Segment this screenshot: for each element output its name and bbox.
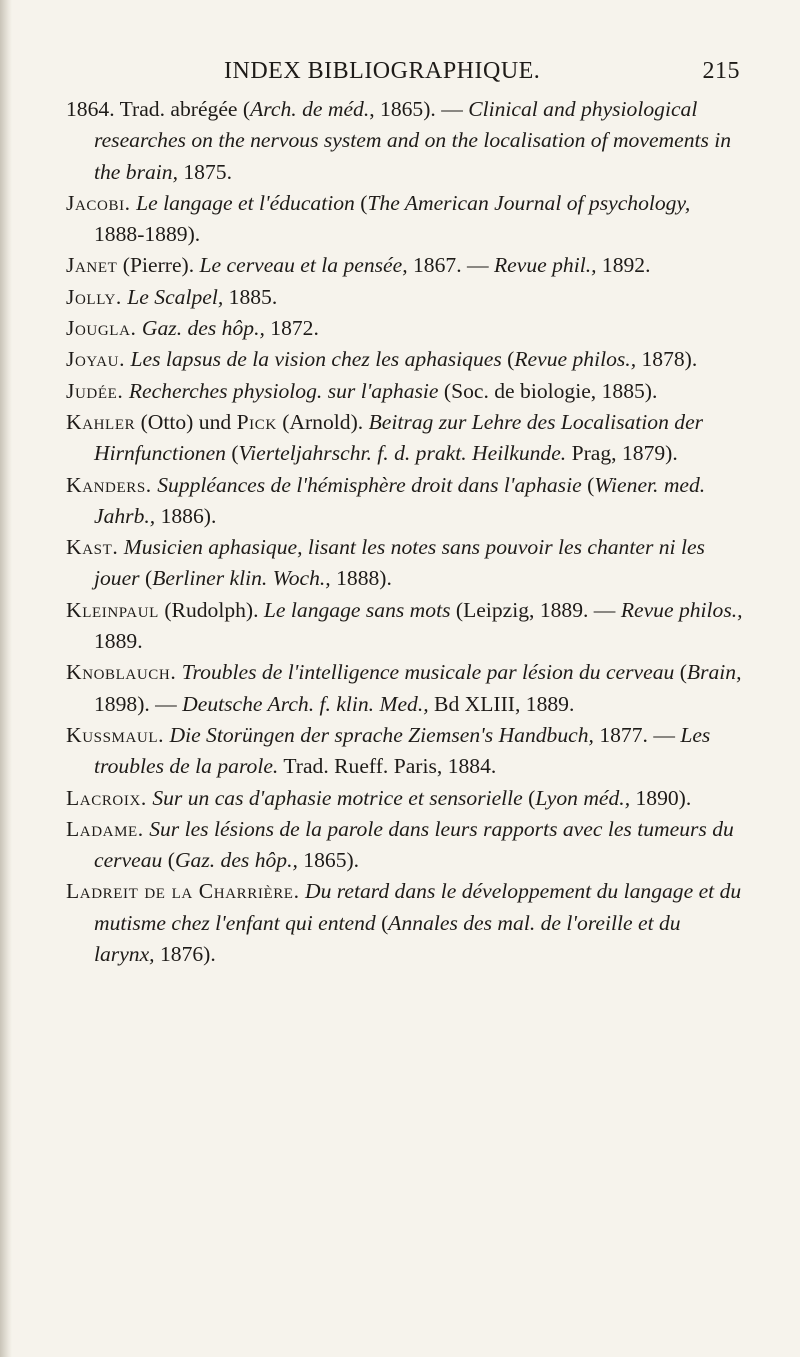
entry-title-italic: Le Scalpel, — [127, 284, 224, 309]
bibliography-entry — [66, 595, 746, 658]
entry-title-italic: Vierteljahrschr. f. d. prakt. Heilkunde. — [238, 441, 567, 466]
entry-title-italic: Wiener. med. Jahrb., — [94, 472, 706, 528]
entry-text: ( — [139, 566, 153, 591]
entry-text: 1892. — [596, 253, 651, 278]
entry-text: 1875. — [177, 159, 232, 184]
book-spine-shadow — [0, 0, 12, 1357]
entry-author: Jougla. — [66, 316, 137, 341]
entry-author: Janet — [66, 253, 118, 278]
entry-text: 1877. — — [593, 722, 681, 747]
bibliography-entry — [66, 188, 746, 251]
entry-title-italic: Revue phil., — [493, 253, 597, 278]
entry-text: Trad. Rueff. Paris, 1884. — [278, 754, 497, 779]
running-title: INDEX BIBLIOGRAPHIQUE. — [224, 58, 541, 84]
bibliography-entry — [66, 814, 746, 877]
entry-text: 1864. Trad. abrégée ( — [66, 97, 251, 121]
entry-text: Bd XLIII, 1889. — [428, 691, 575, 716]
entry-title-italic: Revue philos., — [620, 597, 743, 622]
entry-title-italic: Clinical and physiological researches on the nervous system and on the localisation of movements in the brain, — [94, 97, 732, 184]
entry-title-italic: Sur les lésions de la parole dans leurs rapports avec les tumeurs du cerveau — [94, 816, 734, 873]
entry-text: ( — [354, 190, 368, 215]
entry-title-italic: Brain, — [686, 660, 742, 685]
entry-text: ( — [162, 848, 175, 873]
entry-author: Kast. — [66, 535, 119, 560]
entry-author: Knoblauch. — [66, 660, 177, 685]
entry-title-italic: Le cerveau et la pensée, — [199, 253, 408, 278]
bibliography-entry — [66, 783, 746, 814]
entry-title-italic: Revue philos., — [514, 347, 637, 372]
bibliography-entry — [66, 313, 746, 344]
book-page — [66, 58, 746, 970]
entry-text: 1876). — [154, 942, 216, 967]
running-header — [66, 58, 746, 94]
entry-text: 1878). — [636, 347, 698, 372]
entry-text: (Otto) und — [135, 409, 237, 434]
entry-title-italic: Suppléances de l'hémisphère droit dans l'aphasie — [157, 472, 582, 497]
bibliography-entry — [66, 720, 746, 783]
entry-text: 1889. — [94, 629, 143, 654]
entry-author: Lacroix. — [66, 785, 147, 810]
entry-text: ( — [522, 785, 536, 810]
entry-title-italic: Berliner klin. Woch., — [152, 566, 331, 591]
entry-title-italic: Gaz. des hôp., — [174, 848, 298, 873]
entry-author: Jacobi. — [66, 190, 131, 215]
entry-title-italic: The American Journal of psychology, — [367, 190, 691, 215]
bibliography-entry — [66, 376, 746, 407]
entry-title-italic: Gaz. des hôp., — [141, 316, 265, 341]
entry-title-italic: Arch. de méd. — [250, 97, 370, 121]
entry-text: ( — [375, 910, 389, 935]
bibliography-entry — [66, 282, 746, 313]
entry-title-italic: Musicien aphasique, lisant les notes sans pouvoir les chanter ni les jouer — [94, 535, 705, 591]
page-number: 215 — [702, 58, 740, 84]
entry-title-italic: Troubles de l'intelligence musicale par lésion du cerveau — [181, 660, 675, 685]
entry-title-italic: Les troubles de la parole. — [94, 722, 711, 779]
entry-author: Kanders. — [66, 472, 152, 497]
entry-title-italic: Les lapsus de la vision chez les aphasiques — [130, 347, 502, 372]
entry-title-italic: Le langage sans mots — [263, 597, 451, 622]
entry-text: 1890). — [630, 785, 692, 810]
bibliography-entry — [66, 876, 746, 970]
bibliography-entry — [66, 94, 746, 188]
entry-text: Pick — [236, 409, 277, 434]
entry-title-italic: Annales des mal. de l'oreille et du larynx, — [94, 910, 681, 967]
entry-text: (Rudolph). — [158, 597, 264, 622]
entry-text: 1865). — [297, 848, 360, 873]
entry-text: ( — [674, 660, 687, 685]
entry-text: 1867. — — [407, 253, 494, 278]
entry-title-italic: Du retard dans le développement du langage et du mutisme chez l'enfant qui entend — [94, 879, 742, 935]
entry-author: Kussmaul. — [66, 722, 165, 747]
entry-title-italic: Recherches physiolog. sur l'aphasie — [128, 378, 439, 403]
entry-text: ( — [225, 441, 239, 466]
entry-text: ( — [501, 347, 515, 372]
entry-title-italic: Sur un cas d'aphasie motrice et sensorielle — [152, 785, 523, 810]
entry-author: Judée. — [66, 378, 124, 403]
entry-title-italic: Lyon méd., — [535, 785, 631, 810]
entry-text: (Soc. de biologie, 1885). — [438, 378, 658, 403]
entry-text: (Arnold). — [276, 409, 369, 434]
entry-author: Joyau. — [66, 347, 126, 372]
entry-title-italic: Die Storüngen der sprache Ziemsen's Handbuch, — [169, 722, 594, 747]
entry-text: Prag, 1879). — [566, 441, 678, 466]
entry-text: 1898). — — [94, 691, 183, 716]
bibliography-list — [66, 94, 746, 970]
entry-text: (Leipzig, 1889. — — [450, 597, 621, 622]
entry-author: Kleinpaul — [66, 597, 159, 622]
entry-title-italic: Beitrag zur Lehre des Localisation der Hirnfunctionen — [94, 409, 704, 466]
bibliography-entry — [66, 470, 746, 533]
entry-text: , 1865). — — [369, 97, 469, 121]
entry-author: Ladreit de la Charrière. — [66, 879, 300, 904]
entry-text: 1888-1889). — [94, 222, 201, 247]
entry-text: (Pierre). — [117, 253, 200, 278]
entry-text: ( — [581, 472, 595, 497]
entry-author: Jolly. — [66, 284, 122, 309]
entry-text: 1885. — [223, 284, 278, 309]
bibliography-entry — [66, 657, 746, 720]
entry-title-italic: Deutsche Arch. f. klin. Med., — [182, 691, 429, 716]
entry-author: Ladame. — [66, 816, 144, 841]
bibliography-entry — [66, 344, 746, 375]
entry-text: 1888). — [330, 566, 392, 591]
bibliography-entry — [66, 532, 746, 595]
entry-title-italic: Le langage et l'éducation — [136, 190, 355, 215]
entry-text: 1872. — [264, 316, 319, 341]
bibliography-entry — [66, 407, 746, 470]
entry-author: Kahler — [66, 409, 136, 434]
bibliography-entry — [66, 250, 746, 281]
entry-text: 1886). — [155, 503, 217, 528]
